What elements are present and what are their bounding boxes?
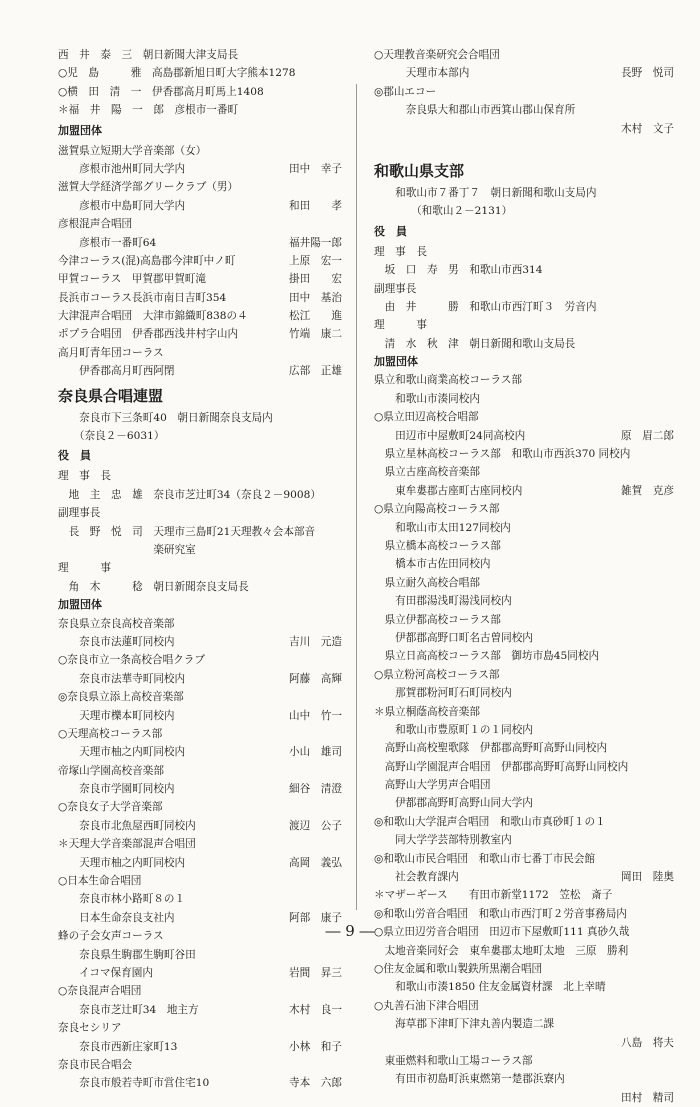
officer-line: 由 井 勝 和歌山市西汀町３ 労音内 xyxy=(374,300,597,313)
item-text: ◎奈良県立添上高校音楽部 xyxy=(58,691,184,704)
item-text: 帝塚山学園高校音楽部 xyxy=(58,764,164,777)
shiga-member-list xyxy=(58,142,342,381)
list-item xyxy=(58,197,342,215)
list-item xyxy=(374,629,674,647)
item-text: 奈良市林小路町８の１ xyxy=(58,893,186,906)
item-text: 伊都郡高野町高野山同大学内 xyxy=(374,797,533,810)
officer-line: 西 井 泰 三 朝日新聞大津支局長 xyxy=(58,49,239,61)
list-item xyxy=(374,960,674,978)
item-text: 伊都郡高野口町名古曽同校内 xyxy=(374,631,533,644)
contact-person: 木村 文子 xyxy=(621,122,674,135)
item-text: ○奈良女子大学音楽部 xyxy=(58,801,163,814)
officer-line: ○児 島 雅 高島郡新旭日町大字熊本1278 xyxy=(58,67,296,80)
item-text: 奈良市学園町同校内 xyxy=(58,783,175,796)
item-text: 橋本市古佐田同校内 xyxy=(374,558,491,571)
item-text: 有田郡湯浅町湯浅同校内 xyxy=(374,595,512,608)
item-text: ○天理高校コーラス部 xyxy=(58,727,163,740)
contact-person: 上原 宏一 xyxy=(289,254,342,267)
item-text: ◎郡山エコー xyxy=(374,85,437,98)
item-text: 同大学学芸部特別教室内 xyxy=(374,834,512,847)
officer-line: ○横 田 清 一 伊香郡高月町馬上1408 xyxy=(58,85,264,98)
list-item xyxy=(58,504,342,522)
list-item xyxy=(374,1034,674,1052)
list-item xyxy=(374,574,674,592)
item-text: 長浜市コーラス長浜市南日吉町354 xyxy=(58,291,227,304)
item-text: ○日本生命合唱団 xyxy=(58,875,142,888)
item-text: 長 野 悦 司 天理市三島町21天理教々会本部音 xyxy=(58,525,316,538)
contact-person: 福井陽一郎 xyxy=(289,236,342,249)
wakayama-member-list xyxy=(374,371,674,1107)
list-item xyxy=(58,964,342,982)
item-text: 奈良県立奈良高校音楽部 xyxy=(58,617,175,630)
officer-line: 坂 口 寿 男 和歌山市西314 xyxy=(374,264,543,277)
list-item xyxy=(374,850,674,868)
item-text: 那賀郡粉河町石町同校内 xyxy=(374,687,512,700)
item-text: 日本生命奈良支社内 xyxy=(58,911,175,924)
list-item xyxy=(58,743,342,761)
contact-person: 寺本 六郎 xyxy=(289,1077,342,1090)
item-text: ◎和歌山労音合唱団 和歌山市西汀町２労音事務局内 xyxy=(374,907,627,920)
list-item xyxy=(374,83,674,101)
list-item xyxy=(374,997,674,1015)
item-text: ◎和歌山大学混声合唱団 和歌山市真砂町１の１ xyxy=(374,815,606,828)
contact-person: 岩間 昇三 xyxy=(289,966,342,979)
officer-line: ＊福 井 陽 一 郎 彦根市一番町 xyxy=(58,104,239,117)
list-item xyxy=(58,325,342,343)
list-item xyxy=(58,1056,342,1074)
list-item xyxy=(374,500,674,518)
list-item xyxy=(58,762,342,780)
list-item xyxy=(374,482,674,500)
item-text: 彦根市池州町同大学内 xyxy=(58,162,186,175)
contact-person: 掛田 宏 xyxy=(289,273,342,286)
list-item xyxy=(58,215,342,233)
item-text: 和歌山市湊同校内 xyxy=(374,392,480,405)
item-text: 奈良セシリア xyxy=(58,1022,122,1035)
list-item xyxy=(58,707,342,725)
contact-person: 長野 悦司 xyxy=(621,67,674,80)
item-text: 彦根混声合唱団 xyxy=(58,218,133,231)
list-item xyxy=(374,408,674,426)
item-text: 天理市柚之内町同校内 xyxy=(58,746,186,759)
item-text: 滋賀大学経済学部グリークラブ（男） xyxy=(58,181,239,194)
item-text: 和歌山市湊1850 住友金属資材課 北上幸晴 xyxy=(374,981,606,994)
item-text: 高野山学園混声合唱団 伊都郡高野町高野山同校内 xyxy=(374,760,629,773)
list-item xyxy=(374,427,674,445)
list-item xyxy=(58,1074,342,1092)
list-item xyxy=(58,798,342,816)
item-text: ○県立田辺高校合唱部 xyxy=(374,411,479,424)
list-item xyxy=(374,978,674,996)
item-text: 奈良市法華寺町同校内 xyxy=(58,672,186,685)
item-text: 奈良市北魚屋西町同校内 xyxy=(58,819,196,832)
list-item xyxy=(374,794,674,812)
list-item xyxy=(374,942,674,960)
address-line: 奈良市下三条町40 朝日新聞奈良支局内 xyxy=(58,411,273,424)
item-text: 太地音楽同好会 東牟婁郡太地町太地 三原 勝利 xyxy=(374,944,629,957)
contact-person: 八島 将夫 xyxy=(621,1036,674,1049)
list-item xyxy=(58,688,342,706)
list-item xyxy=(58,142,342,160)
contact-person: 小山 雄司 xyxy=(289,746,342,759)
item-text: ＊県立桐蔭高校音楽部 xyxy=(374,705,480,718)
list-item xyxy=(374,905,674,923)
list-item xyxy=(58,307,342,325)
list-item xyxy=(58,467,342,485)
section-title-nara: 奈良県合唱連盟 xyxy=(58,386,164,405)
item-text: 滋賀県立短期大学音楽部（女） xyxy=(58,144,207,157)
contact-person: 岡田 陸奥 xyxy=(621,871,674,884)
list-item xyxy=(58,835,342,853)
item-text: ○住友金属和歌山製鉄所黒潮合唱団 xyxy=(374,962,543,975)
item-text: 奈良市民合唱会 xyxy=(58,1058,133,1071)
list-item xyxy=(58,946,342,964)
contact-person: 田村 精司 xyxy=(621,1091,674,1104)
list-item xyxy=(58,1001,342,1019)
list-item xyxy=(374,1070,674,1088)
list-item xyxy=(58,780,342,798)
item-text: 県立日高高校コーラス部 御坊市島45同校内 xyxy=(374,650,600,663)
list-item xyxy=(58,725,342,743)
list-item xyxy=(374,537,674,555)
item-text: 天理市柚之内町同校内 xyxy=(58,856,186,869)
list-item xyxy=(58,670,342,688)
officer-line: 副理事長 xyxy=(374,282,417,295)
nara-member-list-continued xyxy=(374,46,674,138)
list-item xyxy=(58,523,342,541)
list-item xyxy=(374,776,674,794)
item-text: 天理市本部内 xyxy=(374,67,470,80)
item-text: 奈良市法蓮町同校内 xyxy=(58,635,175,648)
members-heading: 加盟団体 xyxy=(58,598,102,612)
list-item xyxy=(374,592,674,610)
contact-person: 吉川 元造 xyxy=(289,635,342,648)
item-text: 彦根市一番町64 xyxy=(58,236,157,249)
list-item xyxy=(58,234,342,252)
item-text: 今津コーラス(混)高島郡今津町中ノ町 xyxy=(58,254,236,267)
contact-person: 細谷 清澄 xyxy=(289,783,342,796)
list-item xyxy=(374,120,674,138)
list-item xyxy=(374,1052,674,1070)
officer-line: 清 水 秋 津 朝日新聞和歌山支局長 xyxy=(374,337,576,350)
list-item xyxy=(58,872,342,890)
list-item xyxy=(374,611,674,629)
item-text: 高月町青年団コーラス xyxy=(58,346,164,359)
item-text: 県立伊都高校コーラス部 xyxy=(374,613,501,626)
item-text: ○県立田辺労音合唱団 田辺市下屋敷町111 真砂久哉 xyxy=(374,926,630,939)
list-item xyxy=(374,445,674,463)
contact-person: 竹端 康二 xyxy=(289,328,342,341)
list-item xyxy=(58,252,342,270)
list-item xyxy=(58,890,342,908)
item-text: ○県立向陽高校コーラス部 xyxy=(374,503,500,516)
list-item xyxy=(374,684,674,702)
list-item xyxy=(374,721,674,739)
list-item xyxy=(374,666,674,684)
officers-heading: 役 員 xyxy=(374,224,407,238)
item-text: 地 主 忠 雄 奈良市芝辻町34（奈良２－9008） xyxy=(58,488,321,501)
item-text: 東亜燃料和歌山工場コーラス部 xyxy=(374,1054,533,1067)
members-heading: 加盟団体 xyxy=(374,355,418,369)
list-item xyxy=(58,160,342,178)
list-item xyxy=(374,463,674,481)
address-line: （和歌山２－2131） xyxy=(374,205,513,218)
item-text: 和歌山市豊原町１の１同校内 xyxy=(374,723,533,736)
list-item xyxy=(58,578,342,596)
list-item xyxy=(58,982,342,1000)
right-column xyxy=(374,46,674,1107)
item-text: ＊マザーギース 有田市新堂1172 笠松 斎子 xyxy=(374,889,613,902)
contact-person: 阿藤 高輝 xyxy=(289,672,342,685)
item-text: 奈良市芝辻町34 地主方 xyxy=(58,1003,199,1016)
list-item xyxy=(58,651,342,669)
list-item xyxy=(58,362,342,380)
list-item xyxy=(58,486,342,504)
item-text: イコマ保育園内 xyxy=(58,966,153,979)
item-text: ○県立粉河高校コーラス部 xyxy=(374,668,500,681)
item-text: 奈良市西新庄家町13 xyxy=(58,1040,178,1053)
list-item xyxy=(58,633,342,651)
item-text: 社会教育課内 xyxy=(374,871,459,884)
list-item xyxy=(58,1019,342,1037)
list-item xyxy=(58,615,342,633)
item-text: 東牟婁郡古座町古座同校内 xyxy=(374,484,523,497)
item-text: ○丸善石油下津合唱団 xyxy=(374,999,479,1012)
item-text: 伊香郡高月町西阿閉 xyxy=(58,365,175,378)
address-line: 和歌山市７番丁７ 朝日新聞和歌山支局内 xyxy=(374,186,597,199)
officer-line: 理 事 xyxy=(374,319,427,332)
contact-person: 阿部 康子 xyxy=(289,911,342,924)
contact-person: 原 眉二郎 xyxy=(621,429,674,442)
nara-member-list xyxy=(58,615,342,1093)
officers-heading: 役 員 xyxy=(58,449,91,463)
members-heading: 加盟団体 xyxy=(58,123,102,137)
item-text: 理 事 長 xyxy=(58,470,111,483)
list-item xyxy=(58,178,342,196)
item-text: 奈良県生駒郡生駒町谷田 xyxy=(58,948,196,961)
list-item xyxy=(374,647,674,665)
item-text: 奈良県大和郡山市西箕山郡山保育所 xyxy=(374,104,576,117)
list-item xyxy=(58,289,342,307)
officer-line: 理 事 長 xyxy=(374,245,427,258)
list-item xyxy=(58,559,342,577)
item-text: 蜂の子会女声コーラス xyxy=(58,930,164,943)
contact-person: 高岡 義弘 xyxy=(289,856,342,869)
item-text: 県立和歌山商業高校コーラス部 xyxy=(374,374,522,387)
item-text: 県立耐久高校合唱部 xyxy=(374,576,480,589)
item-text: 田辺市中屋敷町24同高校内 xyxy=(374,429,526,442)
item-text: 県立星林高校コーラス部 和歌山市西浜370 同校内 xyxy=(374,448,631,461)
item-text: 大津混声合唱団 大津市錦織町838の４ xyxy=(58,310,248,323)
item-text: ○奈良市立一条高校合唱クラブ xyxy=(58,654,205,667)
list-item xyxy=(374,739,674,757)
list-item xyxy=(374,555,674,573)
item-text: 角 木 稔 朝日新聞奈良支局長 xyxy=(58,580,249,593)
list-item xyxy=(374,1089,674,1107)
list-item xyxy=(58,817,342,835)
item-text: 理 事 xyxy=(58,562,111,575)
list-item xyxy=(374,886,674,904)
item-text: ＊天理大学音楽部混声合唱団 xyxy=(58,838,196,851)
list-item xyxy=(374,758,674,776)
list-item xyxy=(374,1015,674,1033)
contact-person: 山中 竹一 xyxy=(289,709,342,722)
item-text: 楽研究室 xyxy=(58,543,196,556)
item-text: 海草郡下津町下津丸善内製造二課 xyxy=(374,1018,555,1031)
list-item xyxy=(374,101,674,119)
list-item xyxy=(374,390,674,408)
page-number: ― 9 ― xyxy=(325,922,375,940)
item-text: 奈良市般若寺町市営住宅10 xyxy=(58,1077,210,1090)
contact-person: 雑賀 克彦 xyxy=(621,484,674,497)
list-item xyxy=(374,703,674,721)
contact-person: 小林 和子 xyxy=(289,1040,342,1053)
list-item xyxy=(58,854,342,872)
item-text: ポプラ合唱団 伊香郡西浅井村字山内 xyxy=(58,328,239,341)
address-line: （奈良２－6031） xyxy=(58,430,165,443)
contact-person: 渡辺 公子 xyxy=(289,819,342,832)
item-text: 甲賀コーラス 甲賀郡甲賀町滝 xyxy=(58,273,206,286)
item-text: 和歌山市太田127同校内 xyxy=(374,521,511,534)
list-item xyxy=(374,519,674,537)
list-item xyxy=(58,1038,342,1056)
list-item xyxy=(374,868,674,886)
section-title-wakayama: 和歌山県支部 xyxy=(374,161,465,180)
list-item xyxy=(374,46,674,64)
list-item xyxy=(374,813,674,831)
item-text: 高野山高校聖歌隊 伊都郡高野町高野山同校内 xyxy=(374,742,608,755)
column-divider xyxy=(356,84,357,910)
contact-person: 広部 正雄 xyxy=(289,365,342,378)
list-item xyxy=(374,371,674,389)
list-item xyxy=(58,270,342,288)
item-text: ◎和歌山市民合唱団 和歌山市七番丁市民会館 xyxy=(374,852,596,865)
item-text: 彦根市中島町同大学内 xyxy=(58,199,186,212)
item-text: 副理事長 xyxy=(58,507,101,520)
item-text: 有田市初島町浜東燃第一楚郡浜寮内 xyxy=(374,1073,565,1086)
list-item xyxy=(374,64,674,82)
contact-person: 田中 基治 xyxy=(289,291,342,304)
list-item xyxy=(374,831,674,849)
item-text: ○天理教音楽研究会合唱団 xyxy=(374,49,500,61)
list-item xyxy=(58,541,342,559)
item-text: 高野山大学男声合唱団 xyxy=(374,779,491,792)
item-text: ○奈良混声合唱団 xyxy=(58,985,142,998)
item-text: 県立橋本高校コーラス部 xyxy=(374,539,501,552)
item-text: 県立古座高校音楽部 xyxy=(374,466,480,479)
contact-person: 和田 孝 xyxy=(289,199,342,212)
nara-officer-list xyxy=(58,467,342,596)
contact-person: 木村 良一 xyxy=(289,1003,342,1016)
contact-person: 田中 幸子 xyxy=(289,162,342,175)
list-item xyxy=(58,344,342,362)
item-text: 天理市櫟本町同校内 xyxy=(58,709,175,722)
contact-person: 松江 進 xyxy=(289,310,342,323)
